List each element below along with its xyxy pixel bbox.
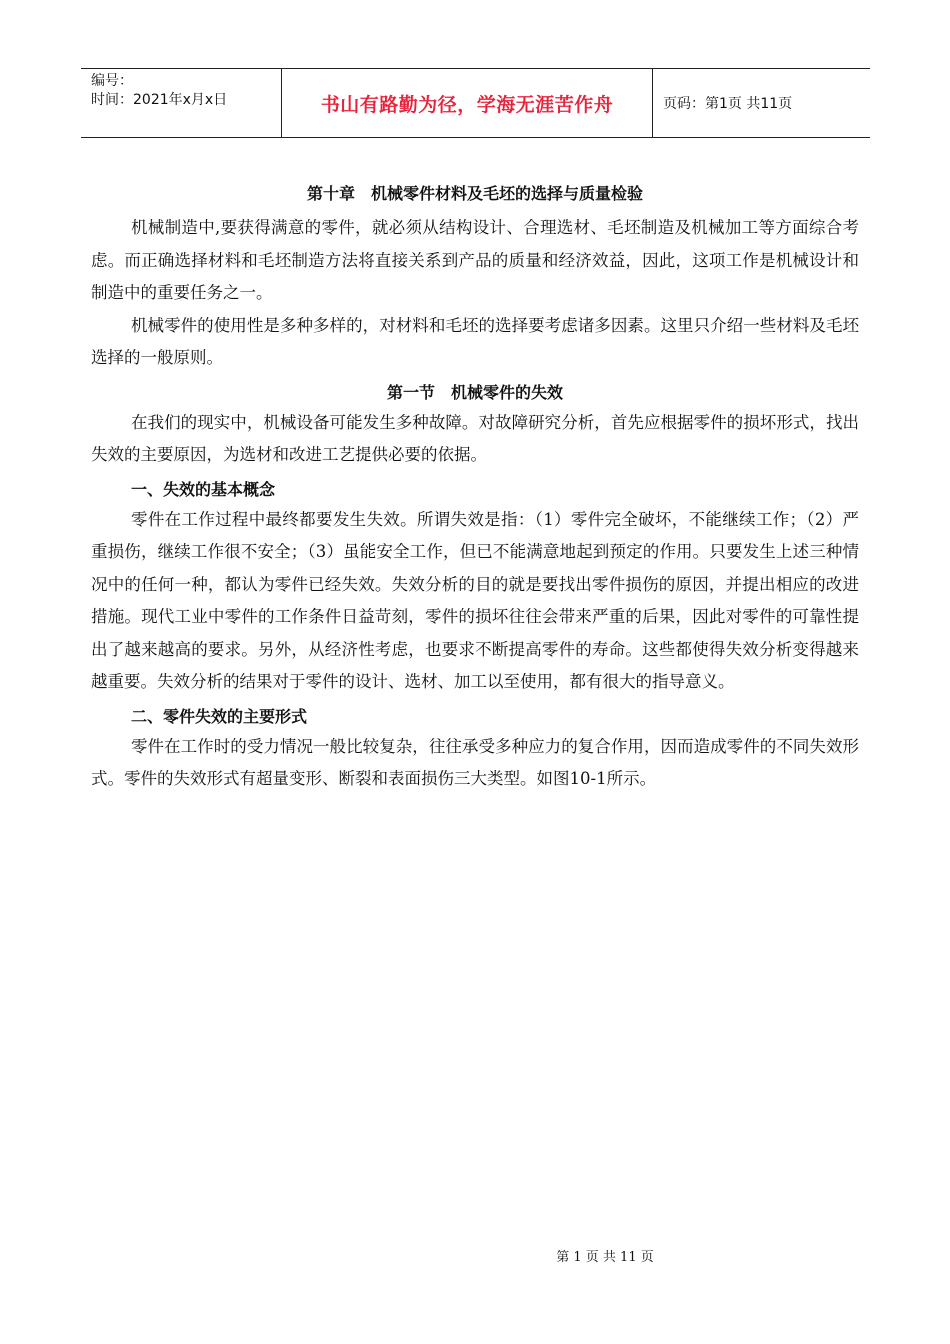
intro-paragraph-2: 机械零件的使用性是多种多样的，对材料和毛坯的选择要考虑诸多因素。这里只介绍一些材料及毛坯选择的一般原则。 <box>91 315 859 367</box>
intro-paragraph-1: 机械制造中,要获得满意的零件，就必须从结构设计、合理选材、毛坯制造及机械加工等方面综合考虑。而正确选择材料和毛坯制造方法将直接关系到产品的质量和经济效益，因此，这项工作是机械设计和制造中的重要任务之一。 <box>91 218 859 302</box>
header-motto: 书山有路勤为径，学海无涯苦作舟 <box>282 69 653 137</box>
heading-failure-concept: 一、失效的基本概念 <box>131 479 276 499</box>
failure-forms-paragraph: 零件在工作时的受力情况一般比较复杂，往往承受多种应力的复合作用，因而造成零件的不同失效形式。零件的失效形式有超量变形、断裂和表面损伤三大类型。如图10-1所示。 <box>91 736 859 788</box>
document-body <box>91 180 859 796</box>
header-meta <box>81 69 282 137</box>
failure-concept-paragraph: 零件在工作过程中最终都要发生失效。所谓失效是指：（1）零件完全破坏，不能继续工作；（2）严重损伤，继续工作很不安全；（3）虽能安全工作，但已不能满意地起到预定的作用。只要发生上述三种情况中的任何一种，都认为零件已经失效。失效分析的目的就是要找出零件损伤的原因，并提出相应的改进措施。现代工业中零件的工作条件日益苛刻，零件的损坏往往会带来严重的后果，因此对零件的可靠性提出了越来越高的要求。另外，从经济性考虑，也要求不断提高零件的寿命。这些都使得失效分析变得越来越重要。失效分析的结果对于零件的设计、选材、加工以至使用，都有很大的指导意义。 <box>91 509 859 691</box>
number-label: 编号： <box>91 73 133 89</box>
page-header <box>81 68 870 138</box>
chapter-title: 第十章 机械零件材料及毛坯的选择与质量检验 <box>306 184 643 203</box>
time-label: 时间：2021年x月x日 <box>91 92 228 108</box>
header-page-info: 页码：第1页 共11页 <box>663 96 793 112</box>
page-footer <box>0 1246 950 1265</box>
heading-failure-forms: 二、零件失效的主要形式 <box>131 706 308 726</box>
footer-page-number: 第 1 页 共 11 页 <box>556 1250 654 1265</box>
section-paragraph: 在我们的现实中，机械设备可能发生多种故障。对故障研究分析，首先应根据零件的损坏形式，找出失效的主要原因，为选材和改进工艺提供必要的依据。 <box>91 412 859 464</box>
section-title: 第一节 机械零件的失效 <box>386 382 563 402</box>
